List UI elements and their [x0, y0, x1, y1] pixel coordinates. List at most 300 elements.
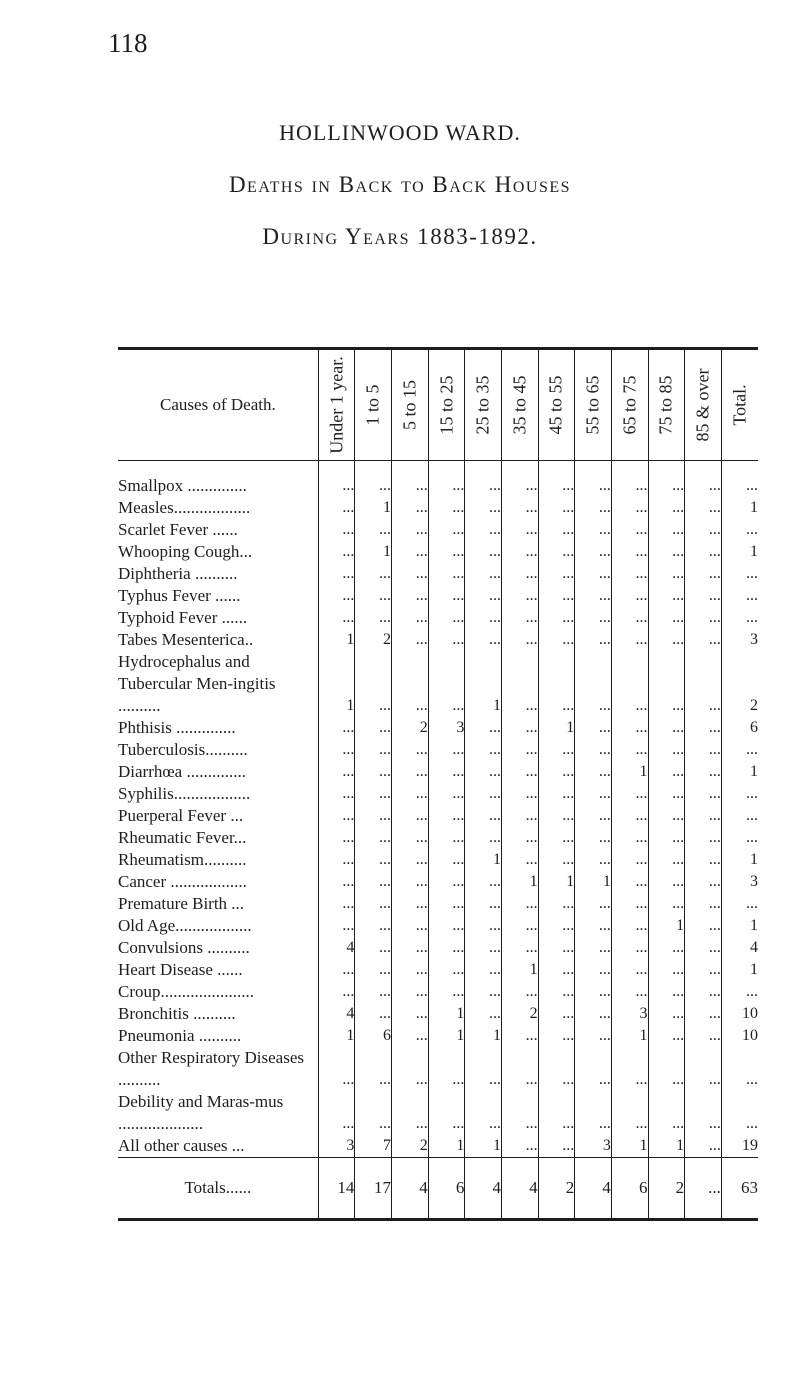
age-group-header	[575, 349, 612, 461]
cause-of-death: Cancer ..................	[118, 872, 247, 891]
spacer-cell	[428, 461, 465, 476]
cause-of-death: Puerperal Fever ...	[118, 806, 244, 825]
death-count: ...	[611, 959, 648, 981]
age-group-header	[721, 349, 758, 461]
death-count: ...	[318, 1091, 355, 1135]
death-count: ...	[575, 1091, 612, 1135]
death-count: ...	[318, 805, 355, 827]
page-number: 118	[108, 28, 148, 58]
total-count: 63	[721, 1158, 758, 1220]
death-count: ...	[428, 937, 465, 959]
death-count: ...	[538, 563, 575, 585]
cause-of-death: All other causes ...	[118, 1136, 245, 1155]
death-count: 7	[355, 1135, 392, 1158]
death-count: ...	[428, 827, 465, 849]
cause-of-death: Typhus Fever ......	[118, 586, 241, 605]
death-count: ...	[465, 1003, 502, 1025]
death-count: 1	[538, 717, 575, 739]
death-count: 6	[355, 1025, 392, 1047]
death-count: ...	[538, 783, 575, 805]
death-count: ...	[501, 1091, 538, 1135]
death-count: 1	[721, 915, 758, 937]
death-count: ...	[575, 783, 612, 805]
death-count: ...	[648, 1025, 685, 1047]
death-count: 1	[501, 871, 538, 893]
table-row	[118, 937, 758, 959]
spacer-cell	[501, 461, 538, 476]
death-count: ...	[318, 475, 355, 497]
death-count: ...	[611, 739, 648, 761]
death-count: ...	[501, 629, 538, 651]
table-row	[118, 1135, 758, 1158]
total-count: 2	[538, 1158, 575, 1220]
death-count: ...	[501, 519, 538, 541]
age-group-label: 1 to 5	[362, 384, 383, 426]
death-count: ...	[355, 563, 392, 585]
death-count: ...	[648, 585, 685, 607]
death-count: ...	[465, 475, 502, 497]
death-count: ...	[392, 629, 429, 651]
death-count: ...	[721, 607, 758, 629]
death-count: ...	[392, 585, 429, 607]
totals-label: Totals......	[118, 1158, 318, 1220]
death-count: ...	[392, 497, 429, 519]
age-group-label: 75 to 85	[655, 375, 676, 435]
spacer-cell	[392, 461, 429, 476]
death-count: ...	[538, 1091, 575, 1135]
death-count: ...	[428, 651, 465, 717]
death-count: ...	[318, 1047, 355, 1091]
death-count: ...	[538, 959, 575, 981]
death-count: ...	[428, 849, 465, 871]
death-count: ...	[428, 541, 465, 563]
death-count: ...	[465, 739, 502, 761]
death-count: ...	[501, 475, 538, 497]
death-count: ...	[392, 981, 429, 1003]
death-count: ...	[685, 937, 722, 959]
death-count: 1	[465, 651, 502, 717]
death-count: ...	[611, 585, 648, 607]
table-row	[118, 519, 758, 541]
death-count: ...	[501, 1135, 538, 1158]
death-count: 1	[501, 959, 538, 981]
spacer-cell	[465, 461, 502, 476]
death-count: ...	[685, 629, 722, 651]
cause-of-death: Rheumatism..........	[118, 850, 247, 869]
death-count: ...	[538, 739, 575, 761]
death-count: ...	[355, 805, 392, 827]
death-count: 3	[721, 871, 758, 893]
death-count: ...	[685, 981, 722, 1003]
death-count: 10	[721, 1025, 758, 1047]
death-count: ...	[318, 827, 355, 849]
death-count: ...	[392, 761, 429, 783]
death-count: ...	[465, 717, 502, 739]
death-count: ...	[355, 915, 392, 937]
death-count: ...	[428, 761, 465, 783]
death-count: ...	[501, 1025, 538, 1047]
death-count: ...	[721, 827, 758, 849]
death-count: ...	[465, 1091, 502, 1135]
cause-of-death: Old Age..................	[118, 916, 252, 935]
total-count: 6	[428, 1158, 465, 1220]
cause-of-death: Bronchitis ..........	[118, 1004, 236, 1023]
death-count: ...	[428, 915, 465, 937]
death-count: ...	[611, 497, 648, 519]
death-count: 1	[721, 541, 758, 563]
death-count: ...	[428, 805, 465, 827]
death-count: ...	[355, 937, 392, 959]
death-count: ...	[392, 783, 429, 805]
death-count: ...	[428, 607, 465, 629]
death-count: ...	[465, 805, 502, 827]
death-count: ...	[721, 519, 758, 541]
spacer-cell	[575, 461, 612, 476]
death-count: ...	[538, 849, 575, 871]
death-count: 3	[575, 1135, 612, 1158]
death-count: ...	[721, 893, 758, 915]
death-count: ...	[355, 519, 392, 541]
ward-title: HOLLINWOOD WARD.	[279, 120, 521, 145]
death-count: 2	[721, 651, 758, 717]
death-count: 1	[575, 871, 612, 893]
death-count: 1	[428, 1135, 465, 1158]
death-count: ...	[318, 739, 355, 761]
death-count: ...	[575, 959, 612, 981]
death-count: ...	[465, 497, 502, 519]
death-count: ...	[685, 783, 722, 805]
table-row	[118, 871, 758, 893]
death-count: ...	[355, 783, 392, 805]
death-count: ...	[648, 1091, 685, 1135]
death-count: ...	[685, 761, 722, 783]
table-row	[118, 1003, 758, 1025]
table-row	[118, 1091, 758, 1135]
death-count: ...	[611, 937, 648, 959]
age-group-header	[611, 349, 648, 461]
death-count: ...	[685, 915, 722, 937]
death-count: ...	[648, 717, 685, 739]
death-count: ...	[465, 893, 502, 915]
cause-of-death: Typhoid Fever ......	[118, 608, 248, 627]
death-count: 1	[318, 629, 355, 651]
death-count: ...	[538, 827, 575, 849]
death-count: ...	[648, 849, 685, 871]
death-count: ...	[648, 563, 685, 585]
death-count: ...	[611, 1047, 648, 1091]
death-count: ...	[611, 541, 648, 563]
death-count: ...	[685, 959, 722, 981]
cause-of-death: Scarlet Fever ......	[118, 520, 238, 539]
table-row	[118, 849, 758, 871]
death-count: 1	[355, 541, 392, 563]
death-count: ...	[648, 519, 685, 541]
age-group-label: 55 to 65	[582, 375, 603, 435]
death-count: ...	[392, 1047, 429, 1091]
death-count: ...	[575, 475, 612, 497]
death-count: 4	[721, 937, 758, 959]
death-count: ...	[501, 805, 538, 827]
death-count: ...	[538, 1135, 575, 1158]
death-count: 1	[611, 1025, 648, 1047]
death-count: ...	[648, 959, 685, 981]
death-count: ...	[575, 893, 612, 915]
death-count: ...	[318, 981, 355, 1003]
death-count: ...	[392, 915, 429, 937]
death-count: ...	[355, 651, 392, 717]
table-row	[118, 915, 758, 937]
death-count: ...	[685, 1135, 722, 1158]
death-count: ...	[648, 1047, 685, 1091]
death-count: ...	[318, 783, 355, 805]
total-count: 4	[501, 1158, 538, 1220]
death-count: ...	[392, 805, 429, 827]
total-count: 4	[392, 1158, 429, 1220]
death-count: ...	[538, 1025, 575, 1047]
death-count: ...	[538, 915, 575, 937]
death-count: ...	[721, 1047, 758, 1091]
death-count: ...	[648, 541, 685, 563]
death-count: ...	[685, 497, 722, 519]
death-count: 1	[611, 761, 648, 783]
death-count: ...	[611, 915, 648, 937]
death-count: ...	[392, 519, 429, 541]
death-count: ...	[392, 1091, 429, 1135]
death-count: ...	[465, 937, 502, 959]
table-row	[118, 1025, 758, 1047]
death-count: ...	[465, 915, 502, 937]
death-count: ...	[685, 871, 722, 893]
death-count: ...	[465, 519, 502, 541]
age-group-header	[465, 349, 502, 461]
death-count: 2	[392, 717, 429, 739]
death-count: ...	[501, 1047, 538, 1091]
death-count: ...	[575, 497, 612, 519]
death-count: ...	[538, 541, 575, 563]
death-count: ...	[611, 849, 648, 871]
death-count: ...	[538, 629, 575, 651]
death-count: ...	[501, 607, 538, 629]
age-group-header	[648, 349, 685, 461]
death-count: ...	[428, 519, 465, 541]
death-count: ...	[611, 651, 648, 717]
death-count: ...	[721, 1091, 758, 1135]
death-count: ...	[575, 717, 612, 739]
death-count: ...	[428, 563, 465, 585]
death-count: 19	[721, 1135, 758, 1158]
cause-of-death: Other Respiratory Diseases ..........	[118, 1048, 305, 1089]
spacer-cell	[318, 461, 355, 476]
cause-of-death: Syphilis..................	[118, 784, 251, 803]
death-count: ...	[318, 541, 355, 563]
age-group-header	[428, 349, 465, 461]
death-count: ...	[685, 717, 722, 739]
table-row	[118, 651, 758, 717]
death-count: ...	[501, 651, 538, 717]
cause-of-death: Diarrhœa ..............	[118, 762, 246, 781]
death-count: ...	[501, 739, 538, 761]
death-count: ...	[575, 607, 612, 629]
cause-of-death: Premature Birth ...	[118, 894, 245, 913]
age-group-header	[392, 349, 429, 461]
death-count: ...	[721, 981, 758, 1003]
death-count: ...	[611, 475, 648, 497]
death-count: ...	[501, 915, 538, 937]
death-count: 1	[538, 871, 575, 893]
cause-of-death: Croup......................	[118, 982, 254, 1001]
death-count: ...	[355, 585, 392, 607]
death-count: ...	[611, 981, 648, 1003]
death-count: ...	[611, 563, 648, 585]
age-group-label: Under 1 year.	[326, 356, 347, 454]
spacer-cell	[538, 461, 575, 476]
death-count: ...	[355, 1091, 392, 1135]
death-count: ...	[428, 585, 465, 607]
death-count: ...	[428, 1047, 465, 1091]
table-row	[118, 717, 758, 739]
death-count: ...	[318, 893, 355, 915]
age-group-header	[538, 349, 575, 461]
death-count: ...	[611, 717, 648, 739]
age-group-header	[355, 349, 392, 461]
death-count: ...	[392, 739, 429, 761]
table-row	[118, 827, 758, 849]
spacer-cell	[648, 461, 685, 476]
cause-of-death: Whooping Cough...	[118, 542, 253, 561]
death-count: ...	[318, 959, 355, 981]
total-count: ...	[685, 1158, 722, 1220]
table-row	[118, 585, 758, 607]
death-count: 4	[318, 1003, 355, 1025]
table-row	[118, 739, 758, 761]
death-count: ...	[392, 849, 429, 871]
death-count: ...	[611, 827, 648, 849]
death-count: ...	[318, 915, 355, 937]
age-group-label: 15 to 25	[436, 375, 456, 435]
death-count: 1	[648, 1135, 685, 1158]
death-count: 2	[355, 629, 392, 651]
death-count: ...	[538, 1003, 575, 1025]
table-row	[118, 497, 758, 519]
death-count: ...	[355, 739, 392, 761]
death-count: ...	[721, 585, 758, 607]
death-count: ...	[538, 805, 575, 827]
death-count: ...	[685, 475, 722, 497]
death-count: ...	[428, 629, 465, 651]
death-count: ...	[318, 717, 355, 739]
death-count: 1	[465, 849, 502, 871]
death-count: ...	[685, 805, 722, 827]
death-count: 1	[611, 1135, 648, 1158]
cause-of-death: Rheumatic Fever...	[118, 828, 247, 847]
death-count: 1	[318, 1025, 355, 1047]
total-count: 14	[318, 1158, 355, 1220]
death-count: ...	[648, 937, 685, 959]
table-row	[118, 981, 758, 1003]
table-row	[118, 629, 758, 651]
death-count: ...	[428, 893, 465, 915]
death-count: ...	[685, 519, 722, 541]
death-count: ...	[575, 915, 612, 937]
table-row	[118, 607, 758, 629]
death-count: ...	[501, 585, 538, 607]
death-count: ...	[538, 937, 575, 959]
death-count: ...	[685, 1047, 722, 1091]
age-group-label: 65 to 75	[619, 375, 640, 435]
death-count: ...	[611, 519, 648, 541]
death-count: ...	[538, 893, 575, 915]
death-count: ...	[575, 651, 612, 717]
death-count: ...	[318, 761, 355, 783]
death-count: ...	[648, 739, 685, 761]
death-count: 6	[721, 717, 758, 739]
death-count: ...	[721, 783, 758, 805]
death-count: ...	[648, 497, 685, 519]
death-count: ...	[611, 805, 648, 827]
cause-of-death: Tuberculosis..........	[118, 740, 248, 759]
death-count: 1	[465, 1025, 502, 1047]
death-count: ...	[428, 871, 465, 893]
death-count: ...	[501, 761, 538, 783]
age-group-label: 45 to 55	[545, 375, 566, 435]
table-period: During Years 1883-1892.	[262, 224, 538, 249]
death-count: 10	[721, 1003, 758, 1025]
cause-of-death: Smallpox ..............	[118, 476, 247, 495]
death-count: ...	[648, 805, 685, 827]
spacer-cell	[721, 461, 758, 476]
death-count: 2	[392, 1135, 429, 1158]
death-count: ...	[465, 563, 502, 585]
death-count: ...	[575, 739, 612, 761]
death-count: ...	[501, 783, 538, 805]
total-count: 6	[611, 1158, 648, 1220]
causes-header: Causes of Death.	[118, 349, 318, 461]
death-count: ...	[575, 563, 612, 585]
death-count: ...	[685, 849, 722, 871]
death-count: ...	[465, 981, 502, 1003]
total-count: 4	[465, 1158, 502, 1220]
cause-of-death: Debility and Maras-mus ....................	[118, 1092, 284, 1133]
spacer-cell	[685, 461, 722, 476]
death-count: 3	[721, 629, 758, 651]
death-count: ...	[501, 893, 538, 915]
death-count: ...	[721, 563, 758, 585]
death-count: ...	[465, 827, 502, 849]
death-count: ...	[685, 1091, 722, 1135]
death-count: ...	[538, 497, 575, 519]
death-count: ...	[538, 607, 575, 629]
death-count: ...	[392, 607, 429, 629]
death-count: ...	[318, 871, 355, 893]
death-count: ...	[465, 1047, 502, 1091]
death-count: ...	[648, 651, 685, 717]
death-count: ...	[318, 849, 355, 871]
age-group-label: Total.	[729, 384, 750, 426]
death-count: ...	[428, 497, 465, 519]
table-row	[118, 761, 758, 783]
death-count: ...	[575, 981, 612, 1003]
death-count: 1	[721, 497, 758, 519]
death-count: ...	[501, 563, 538, 585]
death-count: ...	[685, 1003, 722, 1025]
death-count: ...	[355, 1003, 392, 1025]
death-count: ...	[392, 541, 429, 563]
death-count: ...	[648, 475, 685, 497]
death-count: ...	[355, 475, 392, 497]
death-count: ...	[465, 541, 502, 563]
death-count: ...	[575, 1003, 612, 1025]
death-count: ...	[501, 849, 538, 871]
